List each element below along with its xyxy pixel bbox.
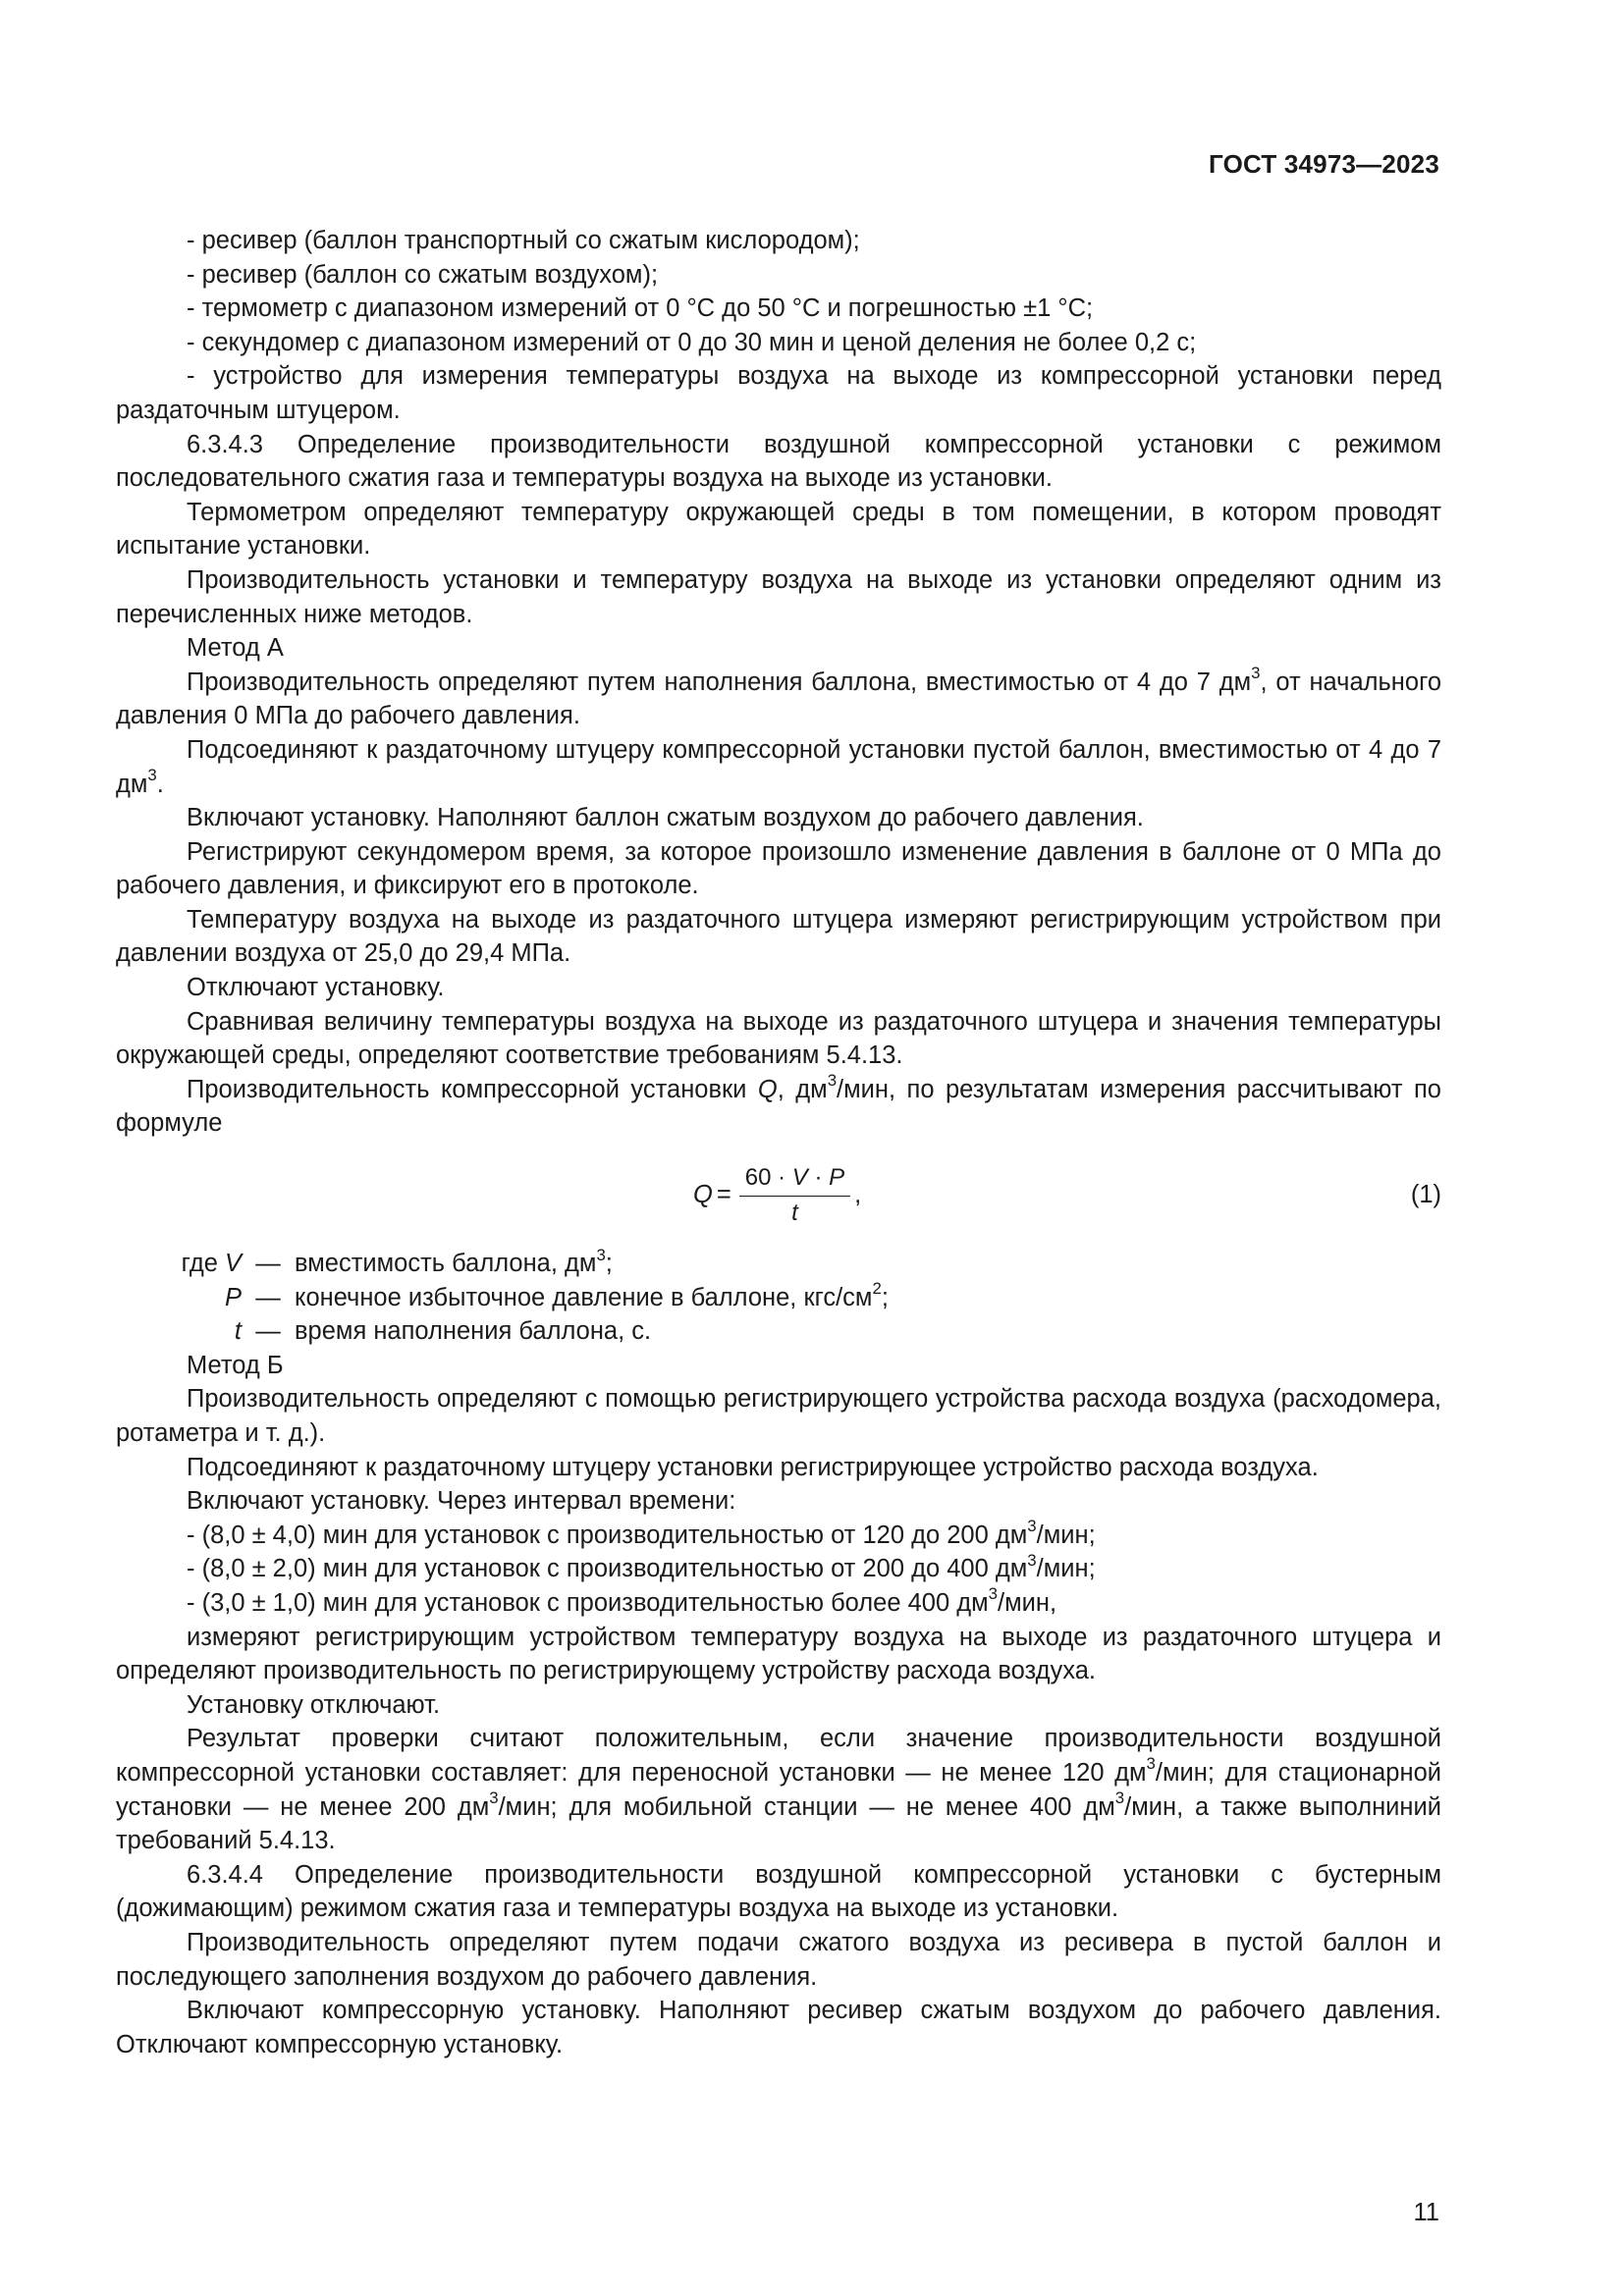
paragraph-measure-temperature: Температуру воздуха на выходе из раздаточного штуцера измеряют регистрирующим устройством при давлении воздуха от 25,0 до 29,4 МПа. [116, 905, 1441, 968]
paragraph-connect-flow-device: Подсоединяют к раздаточному штуцеру установки регистрирующее устройство расхода воздуха. [187, 1453, 1319, 1481]
paragraph-method-a-fill: Производительность определяют путем наполнения баллона, вместимостью от 4 до 7 $дм^3$, от начального давления 0 МПа до рабочего давления. [116, 664, 1441, 730]
paragraph-interval: Включают установку. Через интервал времени: [187, 1487, 736, 1516]
paragraph-booster-switch-on: Включают компрессорную установку. Наполняют ресивер сжатым воздухом до рабочего давления. Отключают компрессорную установку. [116, 1997, 1441, 2058]
variable-definition: P — конечное избыточное давление в баллоне, кгс/$см^2$; [224, 1279, 889, 1311]
paragraph-method-b-device: Производительность определяют с помощью регистрирующего устройства расхода воздуха (расходомера, ротаметра и т. д.). [116, 1385, 1441, 1447]
formula-number: (1) [1410, 1181, 1441, 1209]
section-6-3-4-3-heading: 6.3.4.3 Определение производительности воздушной компрессорной установки с режимом последовательного сжатия газа и температуры воздуха на выходе из установки. [116, 430, 1441, 493]
paragraph-connect-cylinder: Подсоединяют к раздаточному штуцеру компрессорной установки пустой баллон, вместимостью от 4 до 7 $дм^3$. [116, 735, 1441, 798]
formula-comma: , [854, 1181, 862, 1209]
paragraph-measure-flow: измеряют регистрирующим устройством температуру воздуха на выходе из раздаточного штуцера и определяют производительность по регистрирующему устройству расхода воздуха. [116, 1623, 1441, 1685]
paragraph-switch-off-b: Установку отключают. [187, 1690, 441, 1719]
paragraph-methods-intro: Производительность установки и температуру воздуха на выходе из установки определяют одним из перечисленных ниже методов. [116, 565, 1441, 628]
paragraph-switch-off: Отключают установку. [187, 974, 445, 1002]
section-6-3-4-4-heading: 6.3.4.4 Определение производительности воздушной компрессорной установки с бустерным (дожимающим) режимом сжатия газа и температуры воздуха на выходе из установки. [116, 1860, 1441, 1923]
list-item-receiver-oxygen: - ресивер (баллон транспортный со сжатым кислородом); [187, 227, 860, 254]
document-header-id: ГОСТ 34973—2023 [1209, 149, 1439, 179]
formula-numerator: 60 · V · P [739, 1164, 850, 1197]
document-body [116, 224, 1441, 2061]
formula-equals: = [716, 1181, 731, 1209]
list-item-stopwatch: - секундомер с диапазоном измерений от 0 до 30 мин и ценой деления не более 0,2 с; [187, 328, 1197, 356]
paragraph-compare-temperature: Сравнивая величину температуры воздуха на выходе из раздаточного штуцера и значения температуры окружающей среды, определяют соответствие требованиям 5.4.13. [116, 1007, 1441, 1070]
paragraph-switch-on-fill: Включают установку. Наполняют баллон сжатым воздухом до рабочего давления. [187, 804, 1144, 832]
list-item-interval-120-200: - (8,0 ± 4,0) мин для установок с производительностью от 120 до 200 $дм^3$/мин; [187, 1517, 1096, 1549]
variable-definition: t — время наполнения баллона, с. [234, 1317, 652, 1346]
formula-denominator: t [791, 1200, 798, 1227]
variable-definition: где V — вместимость баллона, $дм^3$; [181, 1245, 613, 1278]
paragraph-register-time: Регистрируют секундомером время, за которое произошло изменение давления в баллоне от 0 МПа до рабочего давления, и фиксируют его в протоколе. [116, 837, 1441, 900]
list-item-interval-200-400: - (8,0 ± 2,0) мин для установок с производительностью от 200 до 400 $дм^3$/мин; [187, 1550, 1096, 1583]
paragraph-result-criteria: Результат проверки считают положительным, если значение производительности воздушной компрессорной установки составляет: для переносной установки — не менее 120 $дм^3$/мин; для стационарной установки — не менее 200 $дм^3$/мин; для мобильной станции — не менее 400 $дм^3$/мин, а также выполниний требований 5.4.13. [116, 1725, 1441, 1855]
list-item-receiver-air: - ресивер (баллон со сжатым воздухом); [187, 260, 659, 289]
list-item-interval-400: - (3,0 ± 1,0) мин для установок с производительностью более 400 $дм^3$/мин, [187, 1584, 1057, 1617]
formula-lhs: Q [693, 1181, 713, 1209]
page-number: 11 [1413, 2199, 1439, 2226]
formula-variables [116, 1247, 1441, 1349]
formula-fraction [739, 1164, 850, 1226]
list-item-temperature-device: - устройство для измерения температуры воздуха на выходе из компрессорной установки перед раздаточным штуцером. [116, 362, 1441, 424]
paragraph-thermometer-ambient: Термометром определяют температуру окружающей среды в том помещении, в котором проводят испытание установки. [116, 498, 1441, 561]
method-b-title: Метод Б [187, 1351, 284, 1379]
list-item-thermometer: - термометр с диапазоном измерений от 0 °С до 50 °С и погрешностью ±1 °С; [187, 294, 1094, 323]
formula-block [116, 1148, 1441, 1239]
method-a-title: Метод А [187, 634, 284, 663]
paragraph-formula-intro: Производительность компрессорной установки Q, $дм^3$/мин, по результатам измерения рассчитывают по формуле [116, 1071, 1441, 1138]
formula-expression [693, 1164, 861, 1226]
paragraph-booster-fill: Производительность определяют путем подачи сжатого воздуха из ресивера в пустой баллон и последующего заполнения воздухом до рабочего давления. [116, 1928, 1441, 1991]
